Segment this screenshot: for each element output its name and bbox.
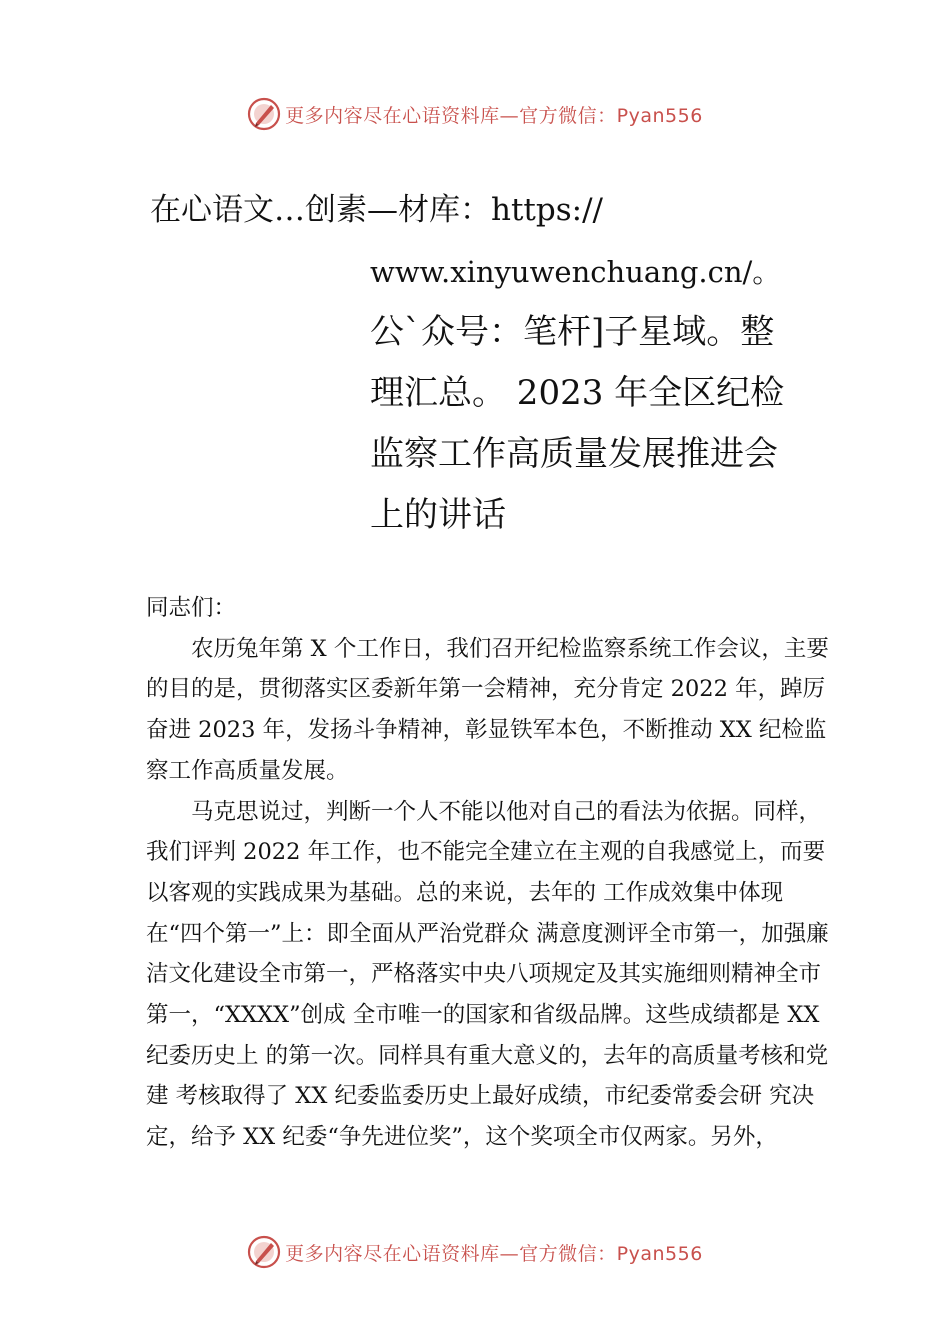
header-line-1: 在心语文…创素—材库：https:// — [150, 192, 603, 228]
banner-text: 更多内容尽在心语资料库—官方微信：Pyan556 — [285, 1242, 703, 1265]
watermark-banner-bottom — [0, 1232, 950, 1272]
header-block — [370, 246, 800, 546]
banner-text: 更多内容尽在心语资料库—官方微信：Pyan556 — [285, 104, 703, 127]
header-url: www.xinyuwenchuang.cn/。 — [370, 255, 782, 289]
greeting: 同志们： — [146, 595, 237, 621]
paragraph-1: 农历兔年第 X 个工作日，我们召开纪检监察系统工作会议，主要的目的是，贯彻落实区委新年第一会精神，充分肯定 2022 年，踔厉奋进 2023 年，发扬斗争精神，彰显铁军本色，不断推动 XX 纪检监察工作高质量发展。 — [146, 635, 829, 784]
pen-circle-logo — [247, 1235, 281, 1269]
wechat-id: Pyan556 — [616, 1242, 703, 1265]
speech-body — [146, 588, 834, 1158]
paragraph-2: 马克思说过，判断一个人不能以他对自己的看法为依据。同样，我们评判 2022 年工作，也不能完全建立在主观的自我感觉上，而要以客观的实践成果为基础。总的来说，去年的 工作成效集中体现在“四个第一”上：即全面从严治党群众 满意度测评全市第一，加强廉洁文化建设全市第一，严格落实中央八项规定及其实施细则精神全市第一，“XXXX”创成 全市唯一的国家和省级品牌。这些成绩都是 XX 纪委历史上 的第一次。同样具有重大意义的，去年的高质量考核和党建 考核取得了 XX 纪委监委历史上最好成绩，市纪委常委会研 究决定，给予 XX 纪委“争先进位奖”，这个奖项全市仅两家。另外， — [146, 798, 829, 1151]
pen-circle-logo — [247, 97, 281, 131]
document-title: 公`众号：笔杆]子星域。整理汇总。 2023 年全区纪检监察工作高质量发展推进会上的讲话 — [370, 312, 785, 535]
watermark-banner-top — [0, 94, 950, 134]
wechat-id: Pyan556 — [616, 104, 703, 127]
